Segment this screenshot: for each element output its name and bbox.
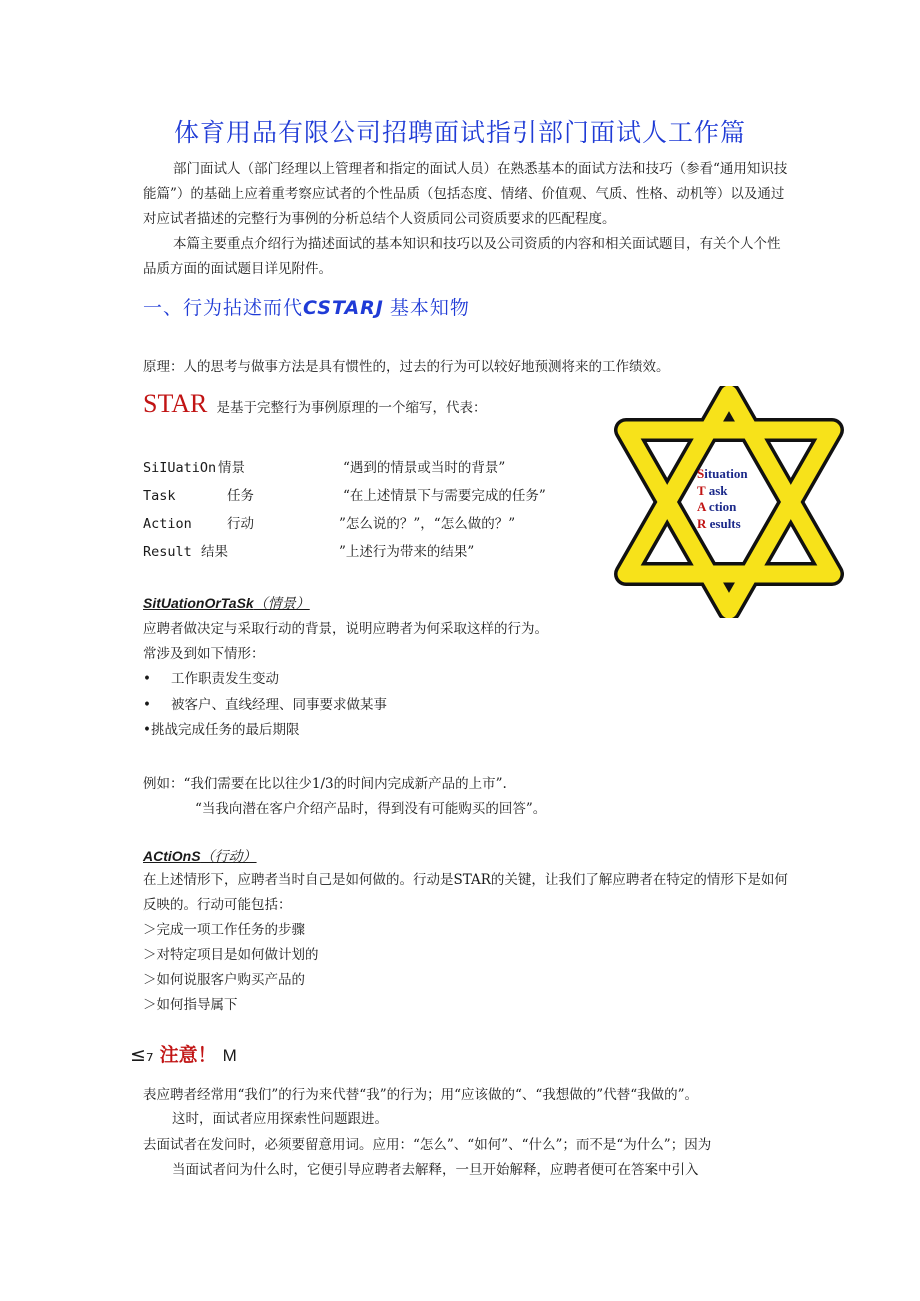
star-label-results: R esults bbox=[697, 515, 741, 531]
star-row-situation bbox=[143, 456, 603, 481]
star-row-desc: “在上述情景下与需要完成的任务” bbox=[343, 488, 546, 504]
situation-heading bbox=[143, 593, 310, 613]
actions-item-2: ＞对特定项目是如何做计划的 bbox=[143, 947, 319, 963]
principle-text: 原理：人的思考与做事方法是具有惯性的，过去的行为可以较好地预测将来的工作绩效。 bbox=[143, 359, 670, 375]
situation-example-1: 例如：“我们需要在比以往少1/3的时间内完成新产品的上市”. bbox=[143, 776, 507, 792]
star-image-labels bbox=[697, 466, 748, 532]
star-row-cn: 情景 bbox=[218, 460, 245, 476]
notice-paragraph-2a: 去面试者在发问时，必须要留意用词。应用：“怎么”、“如何”、“什么”；而不是“为什么”；因为 bbox=[143, 1137, 712, 1153]
star-row-desc: “遇到的情景或当时的背景” bbox=[343, 460, 506, 476]
star-row-desc: ”上述行为带来的结果” bbox=[339, 544, 475, 560]
situation-heading-en: SitUationOrTaSk bbox=[143, 595, 254, 611]
star-row-result bbox=[143, 540, 603, 565]
notice-paragraph-1a: 表应聘者经常用“我们”的行为来代替“我”的行为；用“应该做的“、“我想做的”代替“我做的”。 bbox=[143, 1087, 699, 1103]
situation-bullet-2: • 被客户、直线经理、同事要求做某事 bbox=[143, 697, 387, 713]
bullet-dot: • bbox=[143, 671, 151, 687]
intro-paragraph-1: 部门面试人（部门经理以上管理者和指定的面试人员）在熟悉基本的面试方法和技巧（参看“通用知识技能篇”）的基础上应着重考察应试者的个性品质（包括态度、情绪、价值观、气质、性格、动机等）以及通过对应试者描述的完整行为事例的分析总结个人资质同公司资质要求的匹配程度。 bbox=[143, 161, 788, 227]
notice-label: 注意！ bbox=[159, 1044, 217, 1066]
page-title: 体育用品有限公司招聘面试指引部门面试人工作篇 bbox=[173, 118, 746, 147]
notice-prefix: ≤₇ bbox=[130, 1044, 154, 1066]
actions-heading-cn: （行动） bbox=[200, 848, 257, 864]
star-row-en: Task bbox=[143, 488, 176, 504]
star-row-desc: ”怎么说的？”，“怎么做的？” bbox=[339, 516, 516, 532]
intro-paragraph-2: 本篇主要重点介绍行为描述面试的基本知识和技巧以及公司资质的内容和相关面试题目，有关个人个性品质方面的面试题目详见附件。 bbox=[143, 236, 781, 277]
star-row-action bbox=[143, 512, 603, 537]
star-row-cn: 行动 bbox=[227, 516, 254, 532]
situation-example-2: “当我向潜在客户介绍产品时，得到没有可能购买的回答”。 bbox=[195, 801, 547, 817]
situation-often: 常涉及到如下情形： bbox=[143, 646, 265, 662]
notice-paragraph-2b: 当面试者问为什么时，它便引导应聘者去解释，一旦开始解释，应聘者便可在答案中引入 bbox=[172, 1162, 699, 1178]
star-acronym: STAR bbox=[143, 389, 208, 418]
section-heading-cn2: 基本知物 bbox=[389, 297, 470, 319]
star-label-action: A ction bbox=[697, 499, 737, 514]
notice-suffix: M bbox=[222, 1046, 237, 1065]
star-label-task: T ask bbox=[697, 482, 728, 498]
star-description: 是基于完整行为事例原理的一个缩写，代表： bbox=[216, 400, 487, 416]
actions-item-4: ＞如何指导属下 bbox=[143, 997, 238, 1013]
star-row-cn: 任务 bbox=[227, 488, 254, 504]
star-label-situation: Situation bbox=[697, 466, 748, 481]
situation-bullet-3: •挑战完成任务的最后期限 bbox=[143, 722, 300, 738]
star-rows bbox=[143, 456, 603, 565]
actions-heading bbox=[143, 846, 257, 866]
star-row-task bbox=[143, 484, 603, 509]
bullet-dot: • bbox=[143, 697, 151, 713]
star-row-en: Result bbox=[143, 544, 192, 560]
actions-description: 在上述情形下，应聘者当时自己是如何做的。行动是STAR的关键，让我们了解应聘者在特定的情形下是如何反映的。行动可能包括： bbox=[143, 872, 788, 913]
section-heading-cn: 一、行为拈述而代 bbox=[143, 297, 304, 319]
star-definition bbox=[143, 389, 486, 419]
situation-bullet-1: • 工作职责发生变动 bbox=[143, 671, 279, 687]
notice-paragraph-1b: 这时，面试者应用探索性问题跟进。 bbox=[172, 1111, 388, 1127]
actions-item-3: ＞如何说服客户购买产品的 bbox=[143, 972, 305, 988]
actions-item-1: ＞完成一项工作任务的步骤 bbox=[143, 922, 305, 938]
actions-heading-en: ACtiOnS bbox=[143, 848, 201, 864]
star-row-cn: 结果 bbox=[201, 544, 228, 560]
star-row-en: Action bbox=[143, 516, 192, 532]
situation-description: 应聘者做决定与采取行动的背景，说明应聘者为何采取这样的行为。 bbox=[143, 621, 548, 637]
situation-heading-cn: （情景） bbox=[253, 595, 310, 611]
star-row-en: SiIUatiOn bbox=[143, 460, 217, 476]
notice-heading bbox=[130, 1040, 237, 1067]
section-heading-en: CSTARJ bbox=[303, 297, 384, 319]
section-heading-star bbox=[143, 293, 470, 320]
star-of-david-image bbox=[614, 386, 844, 618]
